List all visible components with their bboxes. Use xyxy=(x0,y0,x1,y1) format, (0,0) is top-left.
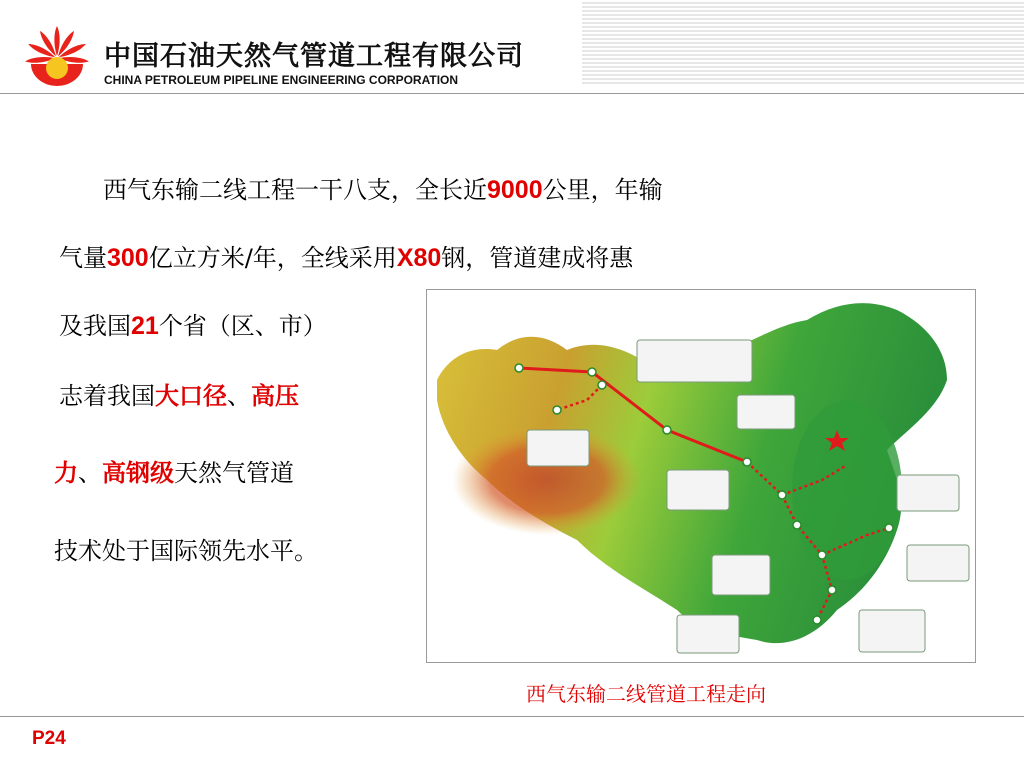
info-callout xyxy=(737,395,795,429)
text-segment: 、 xyxy=(227,382,251,410)
page-number: P24 xyxy=(32,728,66,749)
body-line-2 xyxy=(59,238,633,273)
body-line-4 xyxy=(59,376,299,411)
pipeline-route-map xyxy=(426,289,976,663)
text-segment: 技术处于国际领先水平。 xyxy=(54,537,318,565)
body-line-1 xyxy=(103,170,663,205)
info-callout xyxy=(667,470,729,510)
text-segment: 、 xyxy=(78,459,102,487)
info-callout xyxy=(677,615,739,653)
capacity-value: 300 xyxy=(107,244,149,272)
highlight-text: 高钢级 xyxy=(102,459,174,487)
china-map-image xyxy=(427,290,975,662)
company-name-cn: 中国石油天然气管道工程有限公司 xyxy=(104,41,524,72)
province-count-value: 21 xyxy=(131,312,159,340)
body-line-3 xyxy=(59,306,327,341)
body-line-6 xyxy=(54,531,318,566)
highlight-text: 力 xyxy=(54,459,78,487)
text-segment: 公里，年输 xyxy=(542,176,663,204)
text-segment: 气量 xyxy=(59,244,107,272)
info-callout xyxy=(859,610,925,652)
header-divider xyxy=(0,93,1024,94)
length-value: 9000 xyxy=(487,176,543,204)
text-segment: 天然气管道 xyxy=(174,459,294,487)
text-segment: 志着我国 xyxy=(59,382,155,410)
highlight-text: 大口径 xyxy=(155,382,227,410)
slide-header xyxy=(0,0,1024,95)
cnpc-logo-icon xyxy=(24,22,90,88)
text-segment: 亿立方米/年，全线采用 xyxy=(148,244,397,272)
text-segment: 及我国 xyxy=(59,312,131,340)
text-segment: 西气东输二线工程一干八支，全长近 xyxy=(103,176,487,204)
info-callout xyxy=(527,430,589,466)
text-segment: 钢，管道建成将惠 xyxy=(441,244,634,272)
steel-grade-value: X80 xyxy=(396,244,442,272)
highlight-text: 高压 xyxy=(251,382,299,410)
map-caption: 西气东输二线管道工程走向 xyxy=(526,682,766,706)
info-callout xyxy=(907,545,969,581)
header-stripes-decoration xyxy=(582,0,1024,86)
plain-region xyxy=(792,400,902,580)
company-name-en: CHINA PETROLEUM PIPELINE ENGINEERING CORPORATION xyxy=(104,73,459,87)
body-line-5 xyxy=(54,453,294,488)
footer-divider xyxy=(0,716,1024,717)
info-callout xyxy=(712,555,770,595)
info-callout xyxy=(897,475,959,511)
text-segment: 个省（区、市） xyxy=(158,312,327,340)
info-callout xyxy=(637,340,752,382)
